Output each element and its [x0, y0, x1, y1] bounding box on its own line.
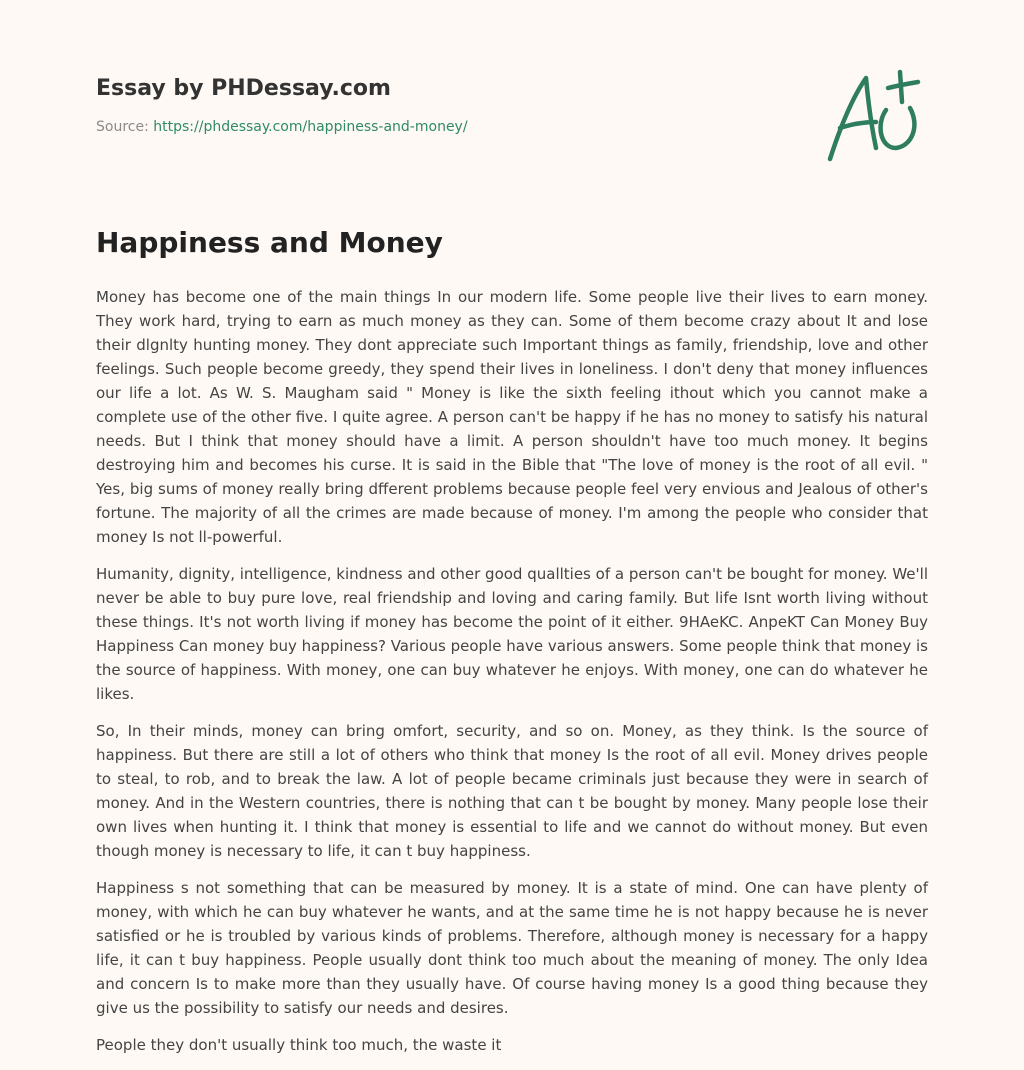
source-link[interactable]: https://phdessay.com/happiness-and-money/ — [153, 119, 468, 135]
essay-paragraph: Happiness s not something that can be measured by money. It is a state of mind. One can have plenty of money, with which he can buy whatever he wants, and at the same time he is not happy because he is never satisfied or he is troubled by various kinds of problems. Therefore, although money is necessary for a happy life, it can t buy happiness. People usually dont think too much about the meaning of money. The only Idea and concern Is to make more than they usually have. Of course having money Is a good thing because they give us the possibility to satisfy our needs and desires. — [96, 879, 928, 1017]
essay-paragraph: Money has become one of the main things In our modern life. Some people live their lives to earn money. They work hard, trying to earn as much money as they can. Some of them become crazy about It and lose their dlgnlty hunting money. They dont appreciate such Important things as family, friendship, love and other feelings. Such people become greedy, they spend their lives in loneliness. I don't deny that money influences our life a lot. As W. S. Maugham said " Money is like the sixth feeling ithout which you cannot make a complete use of the other five. I quite agree. A person can't be happy if he has no money to satisfy his natural needs. But I think that money should have a limit. A person shouldn't have too much money. It begins destroying him and becomes his curse. It is said in the Bible that "The love of money is the root of all evil. " Yes, big sums of money really bring dfferent problems because people feel very envious and Jealous of other's fortune. The majority of all the crimes are made because of money. I'm among the people who consider that money Is not ll-powerful. — [96, 288, 928, 546]
essay-body — [96, 285, 928, 1070]
a-plus-logo-icon — [824, 66, 928, 166]
source-label: Source: — [96, 119, 149, 135]
source-line — [96, 119, 928, 135]
essay-header — [96, 76, 928, 176]
essay-paragraph: Humanity, dignity, intelligence, kindness and other good quallties of a person can't be bought for money. We'll never be able to buy pure love, real friendship and loving and caring family. But life Isnt worth living without these things. It's not worth living if money has become the point of it either. 9HAeKC. AnpeKT Can Money Buy Happiness Can money buy happiness? Various people have various answers. Some people think that money is the source of happiness. With money, one can buy whatever he enjoys. With money, one can do whatever he likes. — [96, 565, 928, 703]
essay-title: Happiness and Money — [96, 226, 443, 259]
essay-paragraph: People they don't usually think too much, the waste it — [96, 1036, 502, 1054]
essay-paragraph: So, In their minds, money can bring omfort, security, and so on. Money, as they think. Is the source of happiness. But there are still a lot of others who think that money Is the root of all evil. Money drives people to steal, to rob, and to break the law. A lot of people became criminals just because they were in search of money. And in the Western countries, there is nothing that can t be bought by money. Many people lose their own lives when hunting it. I think that money is essential to life and we cannot do without money. But even though money is necessary to life, it can t buy happiness. — [96, 722, 928, 860]
site-brand: Essay by PHDessay.com — [96, 76, 391, 101]
